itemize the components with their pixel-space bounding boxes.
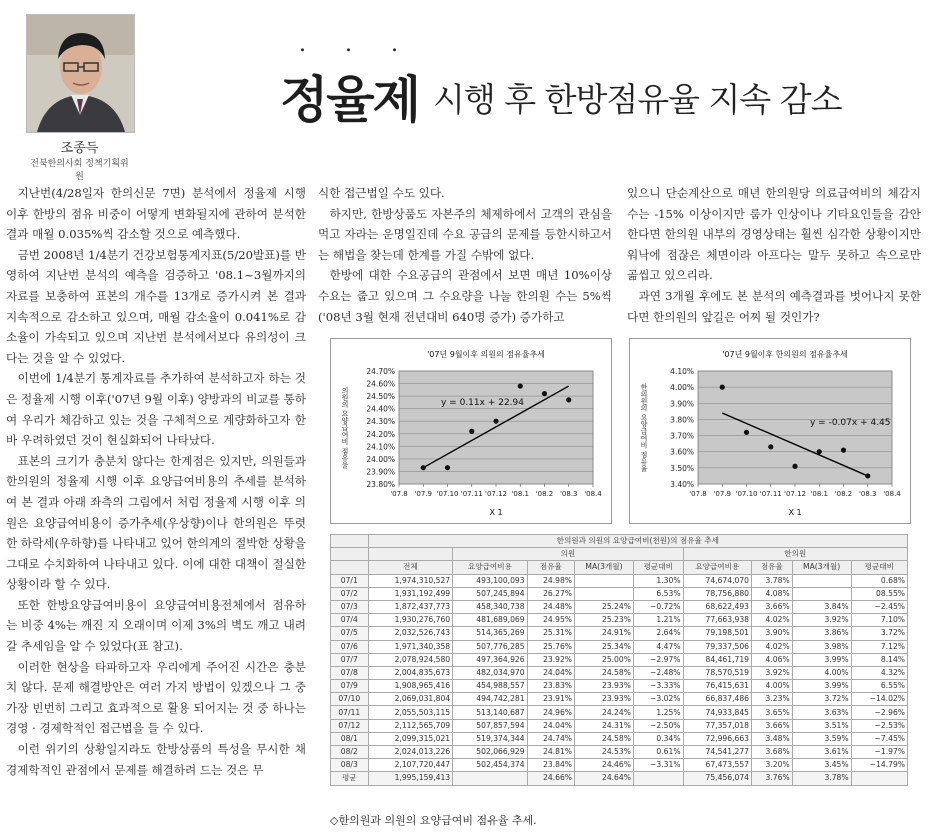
table-cell: 502,066,929 (453, 746, 527, 759)
table-column-header: 요양급여비용 (683, 561, 751, 574)
table-cell: −2.53% (851, 719, 907, 732)
table-cell: 2,099,315,021 (368, 732, 453, 745)
table-cell: 24.04% (527, 719, 574, 732)
table-cell: −0.72% (633, 600, 683, 613)
clinic-share-chart (330, 338, 612, 524)
table-row-label: 07/10 (331, 693, 369, 706)
table-cell: 4.02% (751, 614, 792, 627)
table-cell: 2,055,503,115 (368, 706, 453, 719)
table-cell: 25.34% (575, 640, 634, 653)
author-photo (26, 14, 135, 133)
table-row-label: 07/5 (331, 627, 369, 640)
table-cell: 24.24% (575, 706, 634, 719)
table-cell: 3.84% (792, 600, 851, 613)
table-cell: 24.98% (527, 574, 574, 587)
table-cell: 74,933,845 (683, 706, 751, 719)
table-cell: 6.53% (633, 587, 683, 600)
table-cell: 24.96% (527, 706, 574, 719)
table-column-header: MA(3개월) (575, 561, 634, 574)
table-cell: 3.78% (792, 772, 851, 785)
table-cell: 6.55% (851, 680, 907, 693)
table-cell: 77,663,938 (683, 614, 751, 627)
table-cell: 2,024,013,226 (368, 746, 453, 759)
table-cell: −14.79% (851, 759, 907, 772)
table-row-label: 07/9 (331, 680, 369, 693)
table-cell: 454,988,557 (453, 680, 527, 693)
y-tick-label: 4.10% (670, 367, 694, 376)
table-cell: 3.99% (792, 653, 851, 666)
table-corner (331, 535, 369, 548)
data-point (841, 448, 846, 453)
y-tick-label: 24.30% (366, 417, 395, 427)
y-tick-label: 23.90% (366, 467, 395, 477)
table-cell (633, 772, 683, 785)
table-cell: 23.93% (575, 680, 634, 693)
table-row (331, 719, 908, 732)
table-cell: 24.64% (575, 772, 634, 785)
y-tick-label: 23.80% (366, 480, 395, 489)
table-row (331, 759, 908, 772)
table-row-label: 07/3 (331, 600, 369, 613)
table-cell: 24.81% (527, 746, 574, 759)
table-row (331, 680, 908, 693)
data-point (421, 465, 426, 470)
table-cell: 3.90% (751, 627, 792, 640)
table-cell: 0.68% (851, 574, 907, 587)
table-cell: 4.00% (751, 680, 792, 693)
table-cell: 3.23% (751, 693, 792, 706)
x-tick-label: '07.11 (460, 490, 483, 498)
table-cell: 4.08% (751, 587, 792, 600)
paragraph: 표본의 크기가 충분치 않다는 한계점은 있지만, 의원들과 한의원의 정율제 시행 이후 요양급여비용의 추세를 분석하여 본 결과 아래 좌측의 그림에서 처럼 정율제 시행 이후 의원은 요양급여비용이 증가추세(우상향)이나 한의원은 뚜렷한 하락세(우하향)를 나타내고 있어 한의계의 절박한 상황을 그대로 수치화하여 나타내고 있다. 이에 대한 대책이 절실한 상황이라 할 수 있다. (6, 453, 306, 592)
table-cell: 3.48% (751, 732, 792, 745)
data-point (817, 449, 822, 454)
trendline-equation: y = 0.11x + 22.94 (441, 398, 524, 408)
table-cell: 0.61% (633, 746, 683, 759)
table-cell: 66,837,486 (683, 693, 751, 706)
table-column-header: 요양급여비용 (453, 561, 527, 574)
article-column-1 (6, 183, 306, 780)
table-row (331, 666, 908, 679)
table-cell: 1.21% (633, 614, 683, 627)
table-cell: 458,340,738 (453, 600, 527, 613)
y-tick-label: 3.60% (670, 447, 694, 457)
table-cell: 23.93% (575, 693, 634, 706)
table-cell: 2,078,924,580 (368, 653, 453, 666)
paragraph: 식한 접근법일 수도 있다. (318, 186, 445, 200)
table-cell: 24.31% (575, 719, 634, 732)
table-row-label: 08/1 (331, 732, 369, 745)
chart-svg (630, 339, 910, 523)
x-tick-label: '07.9 (414, 490, 433, 498)
table-cell: 481,689,069 (453, 614, 527, 627)
x-tick-label: '07.9 (713, 490, 732, 498)
x-axis-label: X 1 (489, 508, 503, 517)
table-cell: 2,004,835,673 (368, 666, 453, 679)
table-cell: 3.45% (792, 759, 851, 772)
table-cell: −7.45% (851, 732, 907, 745)
data-point (865, 473, 870, 478)
table-cell: 24.58% (575, 666, 634, 679)
table-cell: 1,931,192,499 (368, 587, 453, 600)
y-tick-label: 3.50% (670, 463, 694, 473)
table-row (331, 600, 908, 613)
table-cell: −3.31% (633, 759, 683, 772)
table-cell: 3.92% (751, 666, 792, 679)
table-row-label: 07/12 (331, 719, 369, 732)
table-cell: 1,995,159,413 (368, 772, 453, 785)
table-cell: 519,374,344 (453, 732, 527, 745)
table-row (331, 640, 908, 653)
table-cell: 74,541,277 (683, 746, 751, 759)
paragraph: 이러한 현상을 타파하고자 우리에게 주어진 시간은 충분치 않다. 문제 해결방안은 여러 가지 방법이 있겠으나 그 중 가장 빈번히 그리고 효과적으로 활용 되어지는 것 중 하나는 경영 · 경제학적인 접근법을 들 수 있다. (6, 659, 306, 736)
table-corner (331, 561, 369, 574)
table-cell: 497,364,926 (453, 653, 527, 666)
table-cell: 514,365,269 (453, 627, 527, 640)
table-cell: 78,756,880 (683, 587, 751, 600)
table-cell: 24.53% (575, 746, 634, 759)
table-cell (575, 587, 634, 600)
data-point (518, 383, 523, 388)
data-point (720, 385, 725, 390)
table-cell: 513,140,687 (453, 706, 527, 719)
table-cell: 3.63% (792, 706, 851, 719)
data-point (542, 391, 547, 396)
table-column-header: 전체 (368, 561, 453, 574)
x-tick-label: '08.4 (883, 490, 901, 498)
table-cell (792, 587, 851, 600)
y-tick-label: 3.40% (670, 480, 694, 489)
data-point (768, 444, 773, 449)
x-tick-label: '07.12 (485, 490, 507, 498)
x-tick-label: '08.2 (834, 490, 853, 498)
y-axis-label: 의원의 요양급여비 점유율 (341, 386, 349, 469)
table-cell (792, 574, 851, 587)
table-cell: 24.04% (527, 666, 574, 679)
table-cell: 507,245,894 (453, 587, 527, 600)
author-name: 조종득 (60, 141, 99, 156)
table-cell: 3.51% (792, 719, 851, 732)
table-cell: 67,473,557 (683, 759, 751, 772)
title-emphasis-dots: ... (299, 32, 437, 57)
table-column-header: 평균대비 (851, 561, 907, 574)
table-cell: 25.23% (575, 614, 634, 627)
table-title: 한의원과 의원의 요양급여비(천원)의 점유율 추세 (368, 535, 907, 548)
table-cell: −2.45% (851, 600, 907, 613)
table-row (331, 653, 908, 666)
data-point (744, 430, 749, 435)
table-column-header: 평균대비 (633, 561, 683, 574)
table-cell: 23.84% (527, 759, 574, 772)
table-cell: 79,337,506 (683, 640, 751, 653)
x-tick-label: '07.10 (436, 490, 459, 498)
table-cell: 74,674,070 (683, 574, 751, 587)
table-cell: 1,872,437,773 (368, 600, 453, 613)
table-row-label: 07/8 (331, 666, 369, 679)
table-cell: 7.10% (851, 614, 907, 627)
table-cell: 482,034,970 (453, 666, 527, 679)
table-header (368, 548, 453, 561)
y-tick-label: 3.70% (670, 431, 694, 441)
table-cell: 25.00% (575, 653, 634, 666)
table-group-clinic: 의원 (453, 548, 683, 561)
table-cell: 4.06% (751, 653, 792, 666)
table-cell: 2,112,565,709 (368, 719, 453, 732)
table-cell: 3.61% (792, 746, 851, 759)
table-cell: −2.97% (633, 653, 683, 666)
oriental-clinic-share-chart (629, 338, 911, 524)
table-cell: 4.02% (751, 640, 792, 653)
table-cell: 7.12% (851, 640, 907, 653)
table-cell: 24.46% (575, 759, 634, 772)
x-tick-label: '07.8 (689, 490, 707, 498)
x-tick-label: '07.12 (784, 490, 806, 498)
y-tick-label: 4.00% (670, 383, 694, 393)
table-cell: 8.14% (851, 653, 907, 666)
table-cell: 3.78% (751, 574, 792, 587)
table-cell: 23.92% (527, 653, 574, 666)
table-cell: 75,456,074 (683, 772, 751, 785)
table-row (331, 746, 908, 759)
table-cell: 494,742,281 (453, 693, 527, 706)
table-cell: 72,996,663 (683, 732, 751, 745)
data-point (469, 429, 474, 434)
table-row-label: 07/6 (331, 640, 369, 653)
table-caption: ◇한의원과 의원의 요양급여비 점유율 추세. (330, 814, 537, 827)
y-tick-label: 24.00% (366, 454, 395, 464)
table-cell: 78,570,519 (683, 666, 751, 679)
table-cell: 2,107,720,447 (368, 759, 453, 772)
table-cell: 1.25% (633, 706, 683, 719)
y-tick-label: 3.80% (670, 415, 694, 425)
table-cell: 4.00% (792, 666, 851, 679)
table-cell: 25.24% (575, 600, 634, 613)
x-axis-label: X 1 (788, 508, 802, 517)
x-tick-label: '08.1 (810, 490, 829, 498)
table-row (331, 587, 908, 600)
table-cell: 84,461,719 (683, 653, 751, 666)
chart-title: '07년 9월이후 의원의 점유율추세 (427, 350, 545, 359)
paragraph: 이런 위기의 상황일지라도 한방상품의 특성을 무시한 채 경제학적인 관점에서 문제를 해결하려 드는 것은 무 (6, 742, 306, 777)
table-row-label: 07/2 (331, 587, 369, 600)
headline: 시행 후 한방점유율 지속 감소 (433, 80, 842, 119)
table-cell: 1,974,310,527 (368, 574, 453, 587)
paragraph: 지난번(4/28일자 한의신문 7면) 분석에서 정율제 시행 이후 한방의 점유 비중이 어떻게 변화될지에 관하여 분석한 결과 매월 0.035%씩 감소할 것으로 예측했다. (6, 186, 306, 242)
table-cell: −2.48% (633, 666, 683, 679)
table-row (331, 574, 908, 587)
table-cell (851, 772, 907, 785)
table-cell: 3.20% (751, 759, 792, 772)
paragraph: 이번에 1/4분기 통계자료를 추가하여 분석하고자 하는 것은 정율제 시행 이후('07년 9월 이후) 양방과의 비교를 통하여 우리가 체감하고 있는 것을 구체적으로 계량화하고자 한 바 우려하였던 것이 현실화되어 나타났다. (6, 371, 306, 448)
table-cell: 3.66% (751, 600, 792, 613)
table-cell: 3.65% (751, 706, 792, 719)
table-cell: 2.64% (633, 627, 683, 640)
x-tick-label: '07.10 (735, 490, 758, 498)
table-cell: −1.97% (851, 746, 907, 759)
table-cell: −3.02% (633, 693, 683, 706)
table-cell: 2,032,526,743 (368, 627, 453, 640)
y-tick-label: 24.10% (366, 442, 395, 452)
table-row (331, 706, 908, 719)
table-cell: 3.86% (792, 627, 851, 640)
table-cell: 23.83% (527, 680, 574, 693)
share-trend-table (330, 534, 908, 786)
x-tick-label: '08.1 (511, 490, 530, 498)
table-cell: −3.33% (633, 680, 683, 693)
y-tick-label: 3.90% (670, 399, 694, 409)
x-tick-label: '08.3 (858, 490, 877, 498)
y-axis-label: 한의원의 요양급여비 점유율 (640, 383, 648, 472)
table-cell: 3.66% (751, 719, 792, 732)
paragraph: 있으니 단순계산으로 매년 한의원당 의료급여비의 체감지수는 -15% 이상이지만 룸가 인상이나 기타요인들을 감안한다면 한의원 내부의 경영상태는 훨씬 심각한 상황이지만 워낙에 점잖은 체면이라 아프다는 말두 못하고 속으로만 곪씹고 있으리라. (627, 186, 921, 283)
x-tick-label: '08.2 (535, 490, 554, 498)
table-column-header: 점유율 (527, 561, 574, 574)
table-cell: 3.72% (792, 693, 851, 706)
paragraph: 과연 3개월 후에도 본 분석의 예측결과를 벗어나지 못한다면 한의원의 앞길은 어찌 될 것인가? (627, 288, 921, 324)
table-row (331, 627, 908, 640)
paragraph: 금번 2008년 1/4분기 건강보험통계지표(5/20발표)를 반영하여 지난번 분석의 예측을 검증하고 '08.1~3월까지의 자료를 보충하여 표본의 개수를 13개로 증가시켜 본 결과 지속적으로 감소하고 있으며, 매월 감소율이 0.041%로 감소율이 가속되고 있으며 지난번 분석에서보다 유의성이 크다는 것을 알 수 있었다. (6, 247, 306, 365)
table-cell: 23.91% (527, 693, 574, 706)
table-cell (453, 772, 527, 785)
table-row-label: 07/4 (331, 614, 369, 627)
y-tick-label: 24.50% (366, 392, 395, 402)
data-point (445, 465, 450, 470)
table-cell: 3.59% (792, 732, 851, 745)
table-column-header: MA(3개월) (792, 561, 851, 574)
table-row-label: 07/1 (331, 574, 369, 587)
table-cell: 3.92% (792, 614, 851, 627)
table-cell: 3.72% (851, 627, 907, 640)
table-cell: 26.27% (527, 587, 574, 600)
table-cell: −2.50% (633, 719, 683, 732)
table-cell: 3.98% (792, 640, 851, 653)
table-cell: 77,357,018 (683, 719, 751, 732)
x-tick-label: '08.3 (559, 490, 578, 498)
table-average-row (331, 772, 908, 785)
x-tick-label: '07.8 (390, 490, 408, 498)
table-cell: 24.66% (527, 772, 574, 785)
author-role: 전북한의사회 정책기획위원 (30, 159, 129, 182)
y-tick-label: 24.40% (366, 404, 395, 414)
table-cell: 68,622,493 (683, 600, 751, 613)
data-point (493, 419, 498, 424)
table-row-label: 08/3 (331, 759, 369, 772)
table-corner (331, 548, 369, 561)
chart-title: '07년 9월이후 한의원의 점유율추세 (722, 350, 848, 359)
table-cell: 507,776,285 (453, 640, 527, 653)
table-row-label: 08/2 (331, 746, 369, 759)
table-cell: 3.99% (792, 680, 851, 693)
table-cell: 1,971,340,358 (368, 640, 453, 653)
table-cell: 79,198,501 (683, 627, 751, 640)
table-cell: 25.31% (527, 627, 574, 640)
paragraph: 하지만, 한방상품도 자본주의 체제하에서 고객의 관심을 먹고 자라는 운명일진데 수요 공급의 문제를 등한시하고서는 해법을 찾는데 한계를 가질 수밖에 없다. (318, 206, 612, 262)
table-row-label: 07/11 (331, 706, 369, 719)
trendline-equation: y = -0.07x + 4.45 (810, 418, 891, 428)
table-cell: 24.74% (527, 732, 574, 745)
table-cell: 4.32% (851, 666, 907, 679)
table-cell: 507,857,594 (453, 719, 527, 732)
table-cell: 3.76% (751, 772, 792, 785)
y-tick-label: 24.70% (366, 367, 395, 376)
chart-svg (331, 339, 611, 523)
table-cell: 08.55% (851, 587, 907, 600)
table-cell: 0.34% (633, 732, 683, 745)
table-row (331, 732, 908, 745)
y-tick-label: 24.60% (366, 379, 395, 389)
table-cell: 4.47% (633, 640, 683, 653)
x-tick-label: '07.11 (759, 490, 782, 498)
table-cell: 25.76% (527, 640, 574, 653)
table-cell: 24.58% (575, 732, 634, 745)
table-cell: 24.48% (527, 600, 574, 613)
data-point (792, 464, 797, 469)
paragraph: 또한 한방요양급여비용이 요양급여비용전체에서 점유하는 비중 4%는 깨진 지 오래이며 이제 3%의 벽도 깨고 내려갈 추세임을 알 수 있었다(표 참고). (6, 597, 306, 654)
table-cell: 24.95% (527, 614, 574, 627)
data-point (566, 397, 571, 402)
table-cell: −2.96% (851, 706, 907, 719)
paragraph: 한방에 대한 수요공급의 관점에서 보면 매년 10%이상 수요는 줍고 있으며 그 수요량을 나눌 한의원 수는 5%씩('08년 3월 현재 전년대비 640명 증가) 증가하고 (318, 268, 612, 324)
table-row (331, 693, 908, 706)
table-cell: 502,454,374 (453, 759, 527, 772)
article-column-3 (627, 183, 921, 327)
table-column-header: 점유율 (751, 561, 792, 574)
x-tick-label: '08.4 (584, 490, 602, 498)
y-tick-label: 24.20% (366, 429, 395, 439)
article-column-2 (318, 183, 612, 327)
table-row-label: 07/7 (331, 653, 369, 666)
table-cell: 76,415,631 (683, 680, 751, 693)
table-cell: 1,908,965,416 (368, 680, 453, 693)
table-cell: 2,069,031,804 (368, 693, 453, 706)
table-group-oriental: 한의원 (683, 548, 907, 561)
table-cell: 1.30% (633, 574, 683, 587)
table-cell (575, 574, 634, 587)
table-cell: 1,930,276,760 (368, 614, 453, 627)
table-row-label: 평균 (331, 772, 369, 785)
table-cell: 3.68% (751, 746, 792, 759)
table-row (331, 614, 908, 627)
table-cell: −14.02% (851, 693, 907, 706)
headline-emphasis: 정율제 (280, 71, 419, 129)
table-cell: 493,100,093 (453, 574, 527, 587)
table-cell: 24.91% (575, 627, 634, 640)
